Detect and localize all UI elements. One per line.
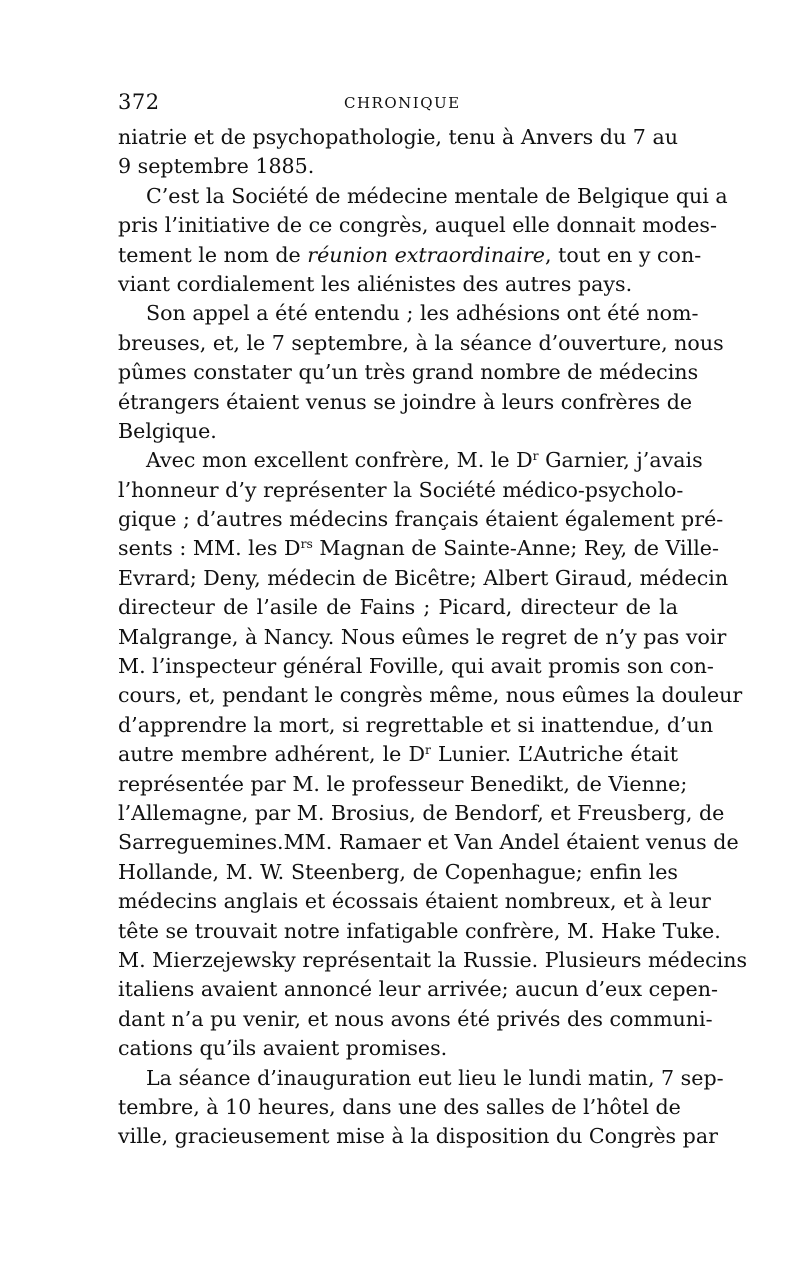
paragraph-start: C’est la Société de médecine mentale de Belgique qui a xyxy=(146,183,728,208)
paragraph-start: Avec mon excellent confrère, M. le $D^r$ Garnier, j’avais xyxy=(146,448,703,473)
text-line: d’apprendre la mort, si regrettable et si inattendue, d’un xyxy=(118,712,714,737)
text-line: Hollande, M. W. Steenberg, de Copenhague; enfin les xyxy=(118,859,678,884)
text-line: étrangers étaient venus se joindre à leurs confrères de xyxy=(118,389,693,414)
text-line: pris l’initiative de ce congrès, auquel elle donnait modes- xyxy=(118,213,717,238)
page-header xyxy=(118,90,678,120)
text-line: M. Mierzejewsky représentait la Russie. Plusieurs médecins xyxy=(118,947,748,972)
text-line: italiens avaient annoncé leur arrivée; aucun d’eux cepen- xyxy=(118,977,718,1002)
paragraph-start: La séance d’inauguration eut lieu le lundi matin, 7 sep- xyxy=(146,1065,724,1090)
text-line: gique ; d’autres médecins français étaient également pré- xyxy=(118,507,724,532)
body-text xyxy=(118,123,748,1152)
text-line: cours, et, pendant le congrès même, nous eûmes la douleur xyxy=(118,683,743,708)
text-line: Belgique. xyxy=(118,418,217,443)
page-number: 372 xyxy=(118,90,160,114)
text-line: niatrie et de psychopathologie, tenu à Anvers du 7 au xyxy=(118,125,678,149)
text-line: tête se trouvait notre infatigable confrère, M. Hake Tuke. xyxy=(118,918,721,943)
text-line: tement le nom de réunion extraordinaire, tout en y con- xyxy=(118,242,702,267)
text-line: cations qu’ils avaient promises. xyxy=(118,1036,448,1061)
text-line: Sarreguemines.MM. Ramaer et Van Andel étaient venus de xyxy=(118,830,739,855)
text-line: sents : MM. les $D^{rs}$ Magnan de Sainte-Anne; Rey, de Ville- xyxy=(118,536,719,561)
text-line: l’honneur d’y représenter la Société médico-psycholo- xyxy=(118,477,684,502)
running-head: CHRONIQUE xyxy=(344,94,461,112)
text-line: médecins anglais et écossais étaient nombreux, et à leur xyxy=(118,889,711,914)
text-line: breuses, et, le 7 septembre, à la séance d’ouverture, nous xyxy=(118,330,724,355)
text-line: directeur de l’asile de Fains ; Picard, directeur de la xyxy=(118,595,678,620)
text-line: représentée par M. le professeur Benedikt, de Vienne; xyxy=(118,771,688,796)
text-line: autre membre adhérent, le $D^r$ Lunier. L’Autriche était xyxy=(118,742,678,767)
text-line: pûmes constater qu’un très grand nombre de médecins xyxy=(118,360,699,385)
text-line: M. l’inspecteur général Foville, qui avait promis son con- xyxy=(118,654,714,679)
text-line: Evrard; Deny, médecin de Bicêtre; Albert Giraud, médecin xyxy=(118,565,729,590)
text-line: dant n’a pu venir, et nous avons été privés des communi- xyxy=(118,1006,713,1031)
text-line: l’Allemagne, par M. Brosius, de Bendorf, et Freusberg, de xyxy=(118,800,725,825)
text-line: Malgrange, à Nancy. Nous eûmes le regret de n’y pas voir xyxy=(118,624,727,649)
paragraph-start: Son appel a été entendu ; les adhésions ont été nom- xyxy=(146,301,699,326)
text-line: viant cordialement les aliénistes des autres pays. xyxy=(118,271,633,296)
italic-phrase: réunion extraordinaire xyxy=(307,242,545,267)
text-line: ville, gracieusement mise à la disposition du Congrès par xyxy=(118,1124,718,1149)
text-line: 9 septembre 1885. xyxy=(118,154,315,179)
text-line: tembre, à 10 heures, dans une des salles de l’hôtel de xyxy=(118,1094,681,1119)
